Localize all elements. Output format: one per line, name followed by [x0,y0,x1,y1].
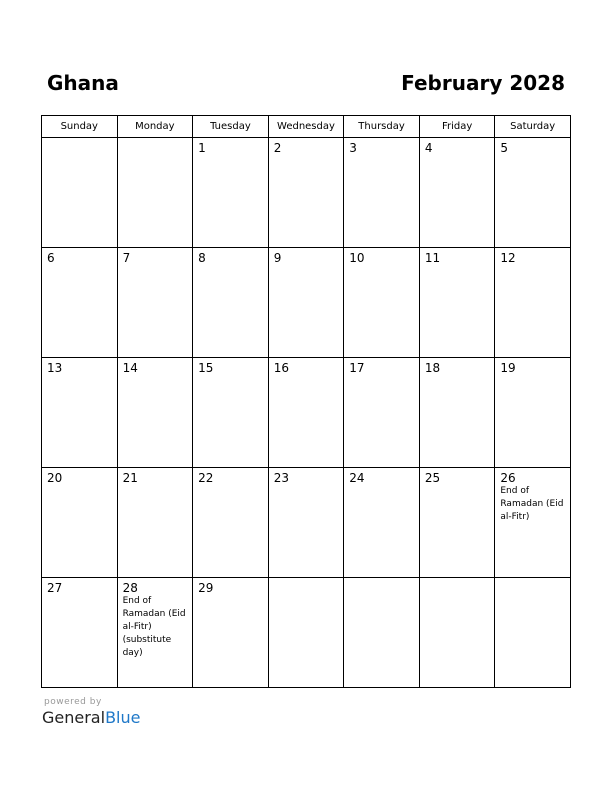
day-cell-29 [193,578,269,688]
day-cell-14 [117,358,193,468]
day-number: 26 [500,471,516,485]
day-number: 24 [349,471,365,485]
day-cell-18 [419,358,495,468]
day-cell-28 [117,578,193,688]
empty-day-cell [268,578,344,688]
day-number: 10 [349,251,365,265]
day-cell-25 [419,468,495,578]
holiday-label: End of Ramadan (Eid al-Fitr) [500,486,564,522]
brand-general: General [42,708,106,727]
holiday-label: End of Ramadan (Eid al-Fitr) (substitute day) [122,596,186,658]
empty-day-cell [117,138,193,248]
day-number: 22 [198,471,214,485]
day-number: 20 [47,471,63,485]
week-row [42,578,571,688]
weekday-monday: Monday [117,116,193,138]
day-number: 18 [424,361,441,375]
day-number: 16 [273,361,289,375]
day-number: 7 [122,251,131,265]
day-cell-7 [117,248,193,358]
day-number: 17 [349,361,365,375]
empty-day-cell [495,578,571,688]
day-cell-10 [344,248,420,358]
day-number: 21 [122,471,138,485]
day-number: 6 [47,251,55,265]
day-cell-8 [193,248,269,358]
day-cell-3 [344,138,420,248]
day-number: 28 [122,581,138,595]
day-cell-4 [419,138,495,248]
week-row [42,358,571,468]
brand-name [42,708,140,727]
day-number: 8 [198,251,206,265]
month-year-title: February 2028 [401,71,565,95]
day-cell-1 [193,138,269,248]
day-cell-27 [42,578,118,688]
day-cell-26 [495,468,571,578]
weekday-saturday: Saturday [495,116,571,138]
day-number: 14 [122,361,138,375]
day-number: 29 [198,581,214,595]
day-number: 2 [273,141,282,155]
day-number: 23 [273,471,289,485]
day-cell-2 [268,138,344,248]
empty-day-cell [42,138,118,248]
day-number: 27 [47,581,63,595]
week-row [42,248,571,358]
day-cell-20 [42,468,118,578]
weekday-tuesday: Tuesday [193,116,269,138]
day-number: 9 [273,251,282,265]
calendar-body [42,138,571,688]
day-number: 11 [424,251,441,265]
day-number: 4 [424,141,433,155]
day-cell-15 [193,358,269,468]
weekday-wednesday: Wednesday [268,116,344,138]
day-cell-6 [42,248,118,358]
empty-day-cell [344,578,420,688]
day-cell-17 [344,358,420,468]
empty-day-cell [419,578,495,688]
weekday-header-row [42,116,571,138]
day-cell-5 [495,138,571,248]
weekday-friday: Friday [419,116,495,138]
day-cell-13 [42,358,118,468]
week-row [42,138,571,248]
day-number: 5 [500,141,509,155]
day-number: 15 [198,361,214,375]
day-cell-21 [117,468,193,578]
day-number: 1 [198,141,206,155]
country-title: Ghana [47,71,119,95]
day-number: 19 [500,361,516,375]
day-number: 13 [47,361,63,375]
weekday-sunday: Sunday [42,116,118,138]
week-row [42,468,571,578]
day-number: 3 [349,141,357,155]
day-cell-16 [268,358,344,468]
footer-logo [42,697,140,727]
powered-by-label: powered by [44,697,102,707]
day-cell-12 [495,248,571,358]
day-cell-24 [344,468,420,578]
day-cell-9 [268,248,344,358]
day-cell-22 [193,468,269,578]
calendar-grid [41,115,571,688]
day-cell-19 [495,358,571,468]
weekday-thursday: Thursday [344,116,420,138]
brand-blue: Blue [105,708,141,727]
day-number: 25 [424,471,441,485]
day-cell-23 [268,468,344,578]
day-number: 12 [500,251,516,265]
day-cell-11 [419,248,495,358]
